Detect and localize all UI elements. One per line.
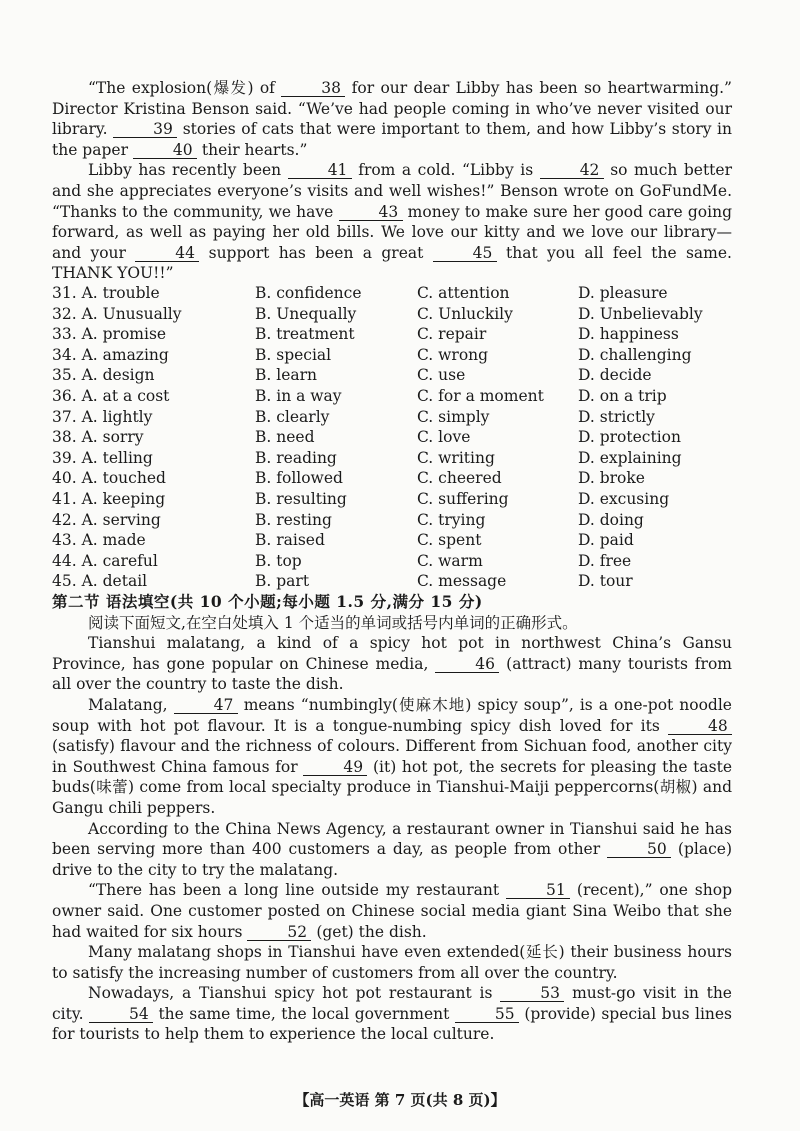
option-a: 39. A. telling [52, 448, 153, 467]
cloze-passage [52, 78, 732, 284]
blank-38: 38 [281, 80, 345, 97]
option-row [52, 407, 732, 428]
passage-text: (it) hot pot, the secrets for pleasing the taste buds(味蕾) come from local specialty produce in Tianshui-Maiji peppercorns(胡椒) and Gangu chili peppers. [52, 757, 732, 817]
passage-text: According to the China News Agency, a restaurant owner in Tianshui said he has been serving more than 400 customers a day, as people from other [52, 819, 732, 859]
option-row [52, 571, 732, 592]
option-c: C. wrong [417, 345, 489, 364]
option-row [52, 283, 732, 304]
blank-53: 53 [500, 985, 564, 1002]
passage-text: (recent),” one shop owner said. One customer posted on Chinese social media giant Sina Weibo that she had waited for six hours [52, 881, 732, 941]
passage-text: support has been a great [208, 243, 424, 262]
blank-52: 52 [247, 924, 311, 941]
passage-text: from a cold. “Libby is [358, 161, 534, 180]
option-a: 35. A. design [52, 366, 155, 385]
blank-41: 41 [288, 162, 352, 179]
option-b: B. reading [255, 448, 337, 467]
option-row [52, 365, 732, 386]
blank-46: 46 [435, 656, 499, 673]
option-c: C. message [417, 572, 507, 591]
answer-options [52, 283, 732, 592]
option-row [52, 489, 732, 510]
option-row [52, 324, 732, 345]
passage-text: means “numbingly(使麻木地) spicy soup”, is a one-pot noodle soup with hot pot flavour. It is a tongue-numbing spicy dish loved for its [52, 695, 732, 735]
option-b: B. resting [255, 510, 332, 529]
option-d: D. strictly [578, 407, 655, 426]
option-row [52, 386, 732, 407]
grammar-section [52, 592, 732, 1045]
passage-text: the same time, the local government [158, 1004, 450, 1023]
option-c: C. cheered [417, 469, 502, 488]
option-a: 41. A. keeping [52, 489, 166, 508]
option-a: 32. A. Unusually [52, 304, 182, 323]
passage-text: stories of cats that were important to them, and how Libby’s story in the paper [52, 120, 732, 159]
passage-text: money to make sure her good care going forward, as well as paying her old bills. We love our kitty and we love our library—and your [52, 202, 732, 262]
blank-47: 47 [174, 697, 238, 714]
option-a: 38. A. sorry [52, 428, 144, 447]
option-b: B. followed [255, 469, 343, 488]
section-instruction: 阅读下面短文,在空白处填入 1 个适当的单词或括号内单词的正确形式。 [88, 613, 578, 632]
passage-text: must-go visit in the city. [52, 984, 732, 1023]
option-b: B. in a way [255, 386, 342, 405]
option-b: B. part [255, 572, 310, 591]
passage-text: Nowadays, a Tianshui spicy hot pot restaurant is [88, 984, 493, 1003]
option-c: C. Unluckily [417, 304, 513, 323]
grammar-paragraph-1 [52, 633, 732, 695]
blank-49: 49 [303, 759, 367, 776]
option-c: C. for a moment [417, 386, 544, 405]
option-d: D. happiness [578, 325, 679, 344]
option-b: B. confidence [255, 284, 362, 302]
option-row [52, 345, 732, 366]
option-row [52, 468, 732, 489]
option-d: D. Unbelievably [578, 304, 703, 323]
passage-text: Malatang, [88, 695, 168, 714]
option-c: C. trying [417, 510, 486, 529]
grammar-paragraph-3 [52, 819, 732, 881]
option-b: B. raised [255, 531, 325, 550]
page-footer: 【高一英语 第 7 页(共 8 页)】 [294, 1091, 506, 1109]
cloze-paragraph-1 [52, 78, 732, 160]
blank-48: 48 [668, 718, 732, 735]
option-a: 31. A. trouble [52, 284, 160, 302]
option-d: D. decide [578, 366, 652, 385]
option-d: D. on a trip [578, 386, 667, 405]
option-d: D. tour [578, 572, 633, 591]
passage-text: (get) the dish. [316, 922, 427, 941]
option-c: C. simply [417, 407, 490, 426]
passage-text: Many malatang shops in Tianshui have even extended(延长) their business hours to satisfy the increasing number of customers from all over the country. [52, 943, 732, 982]
option-row [52, 427, 732, 448]
option-row [52, 551, 732, 572]
grammar-paragraph-4 [52, 880, 732, 942]
option-a: 37. A. lightly [52, 407, 153, 426]
blank-40: 40 [133, 142, 197, 159]
option-a: 33. A. promise [52, 325, 167, 344]
option-d: D. broke [578, 469, 645, 488]
passage-text: (satisfy) flavour and the richness of colours. Different from Sichuan food, another city in Southwest China famous for [52, 737, 732, 776]
option-a: 45. A. detail [52, 572, 148, 591]
passage-text: Tianshui malatang, a kind of a spicy hot pot in northwest China’s Gansu Province, has gone popular on Chinese media, [52, 634, 732, 673]
passage-text: that you all feel the same. THANK YOU!!” [52, 243, 732, 283]
cloze-paragraph-2 [52, 160, 732, 284]
option-b: B. clearly [255, 407, 330, 426]
passage-text: “There has been a long line outside my restaurant [88, 881, 500, 900]
option-b: B. treatment [255, 325, 355, 344]
passage-text: “The explosion(爆发) of [88, 79, 275, 97]
blank-51: 51 [506, 882, 570, 899]
option-b: B. resulting [255, 489, 347, 508]
option-c: C. use [417, 366, 466, 385]
option-d: D. pleasure [578, 284, 668, 302]
option-d: D. excusing [578, 489, 670, 508]
passage-text: Libby has recently been [88, 161, 282, 180]
passage-text: (attract) many tourists from all over the country to taste the dish. [52, 654, 732, 694]
option-c: C. warm [417, 551, 483, 570]
option-c: C. spent [417, 531, 482, 550]
option-c: C. attention [417, 284, 510, 302]
option-a: 43. A. made [52, 531, 146, 550]
option-row [52, 510, 732, 531]
blank-55: 55 [455, 1006, 519, 1023]
option-c: C. repair [417, 325, 487, 344]
passage-text: (provide) special bus lines for tourists to help them to experience the local culture. [52, 1004, 733, 1044]
option-d: D. protection [578, 428, 681, 447]
grammar-paragraph-6 [52, 983, 732, 1045]
blank-43: 43 [339, 204, 403, 221]
option-b: B. learn [255, 366, 318, 385]
passage-text: (place) drive to the city to try the malatang. [52, 840, 732, 879]
option-d: D. explaining [578, 448, 682, 467]
option-a: 36. A. at a cost [52, 386, 170, 405]
option-d: D. doing [578, 510, 644, 529]
option-row [52, 530, 732, 551]
option-d: D. free [578, 551, 632, 570]
option-b: B. Unequally [255, 304, 357, 323]
option-a: 34. A. amazing [52, 345, 169, 364]
option-a: 44. A. careful [52, 551, 158, 570]
blank-42: 42 [540, 162, 604, 179]
option-a: 40. A. touched [52, 469, 166, 488]
option-row [52, 304, 732, 325]
blank-45: 45 [433, 245, 497, 262]
passage-text: their hearts.” [201, 140, 308, 159]
option-b: B. top [255, 551, 302, 570]
option-c: C. love [417, 428, 471, 447]
grammar-paragraph-2 [52, 695, 732, 819]
option-b: B. need [255, 428, 315, 447]
blank-50: 50 [607, 841, 671, 858]
option-c: C. writing [417, 448, 495, 467]
blank-39: 39 [113, 121, 177, 138]
blank-44: 44 [135, 245, 199, 262]
grammar-paragraph-5 [52, 942, 732, 983]
option-c: C. suffering [417, 489, 509, 508]
option-b: B. special [255, 345, 332, 364]
passage-text: for our dear Libby has been so heartwarming.” Director Kristina Benson said. “We’ve had people coming in who’ve never visited our library. [52, 79, 732, 139]
blank-54: 54 [89, 1006, 153, 1023]
option-d: D. paid [578, 531, 634, 550]
option-row [52, 448, 732, 469]
passage-text: so much better and she appreciates everyone’s visits and well wishes!” Benson wrote on GoFundMe. “Thanks to the community, we have [52, 161, 732, 221]
option-a: 42. A. serving [52, 510, 161, 529]
option-d: D. challenging [578, 345, 692, 364]
section-heading: 第二节 语法填空(共 10 个小题;每小题 1.5 分,满分 15 分) [52, 592, 483, 611]
